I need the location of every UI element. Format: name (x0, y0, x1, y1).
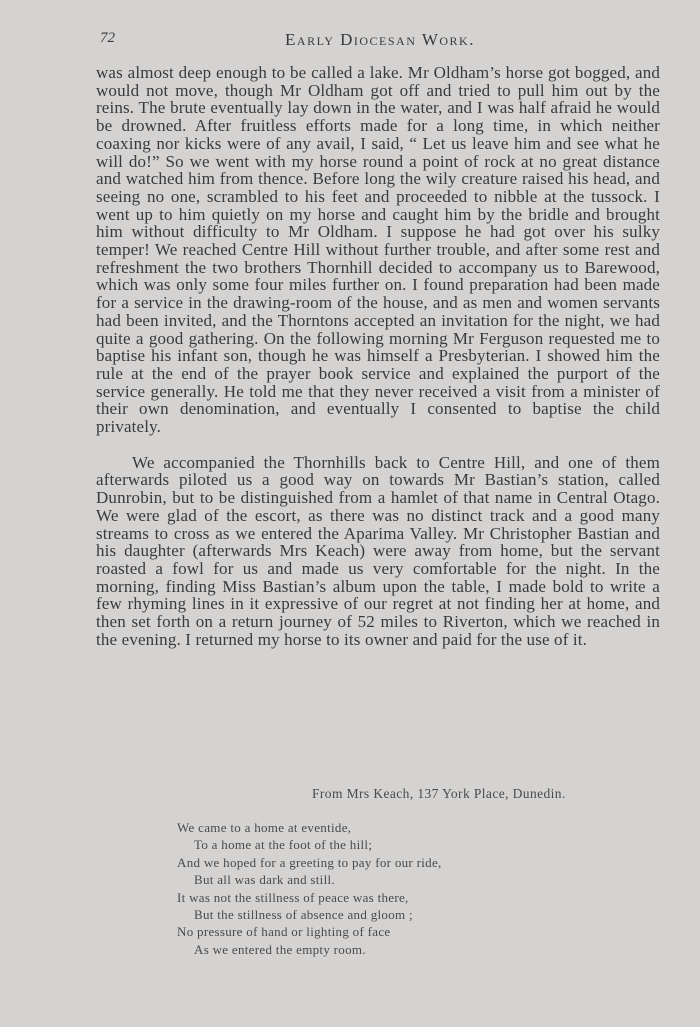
body-text (96, 64, 660, 649)
paragraph: was almost deep enough to be called a lake. Mr Oldham’s horse got bogged, and would not move, though Mr Oldham got off and tried to pull him out by the reins. The brute eventually lay down in the water, and I was half afraid he would be drowned. After fruitless efforts made for a long time, in which neither coaxing nor kicks were of any avail, I said, “ Let us leave him and see what he will do!” So we went with my horse round a point of rock at no great distance and watched him from thence. Before long the wily creature raised his head, and seeing no one, scrambled to his feet and proceeded to nibble at the tussock. I went up to him quietly on my horse and caught him by the bridle and brought him without difficulty to Mr Oldham. I suppose he had got over his sulky temper! We reached Centre Hill without further trouble, and after some rest and refreshment the two brothers Thornhill decided to accompany us to Barewood, which was only some four miles further on. I found preparation had been made for a service in the drawing-room of the house, and as men and women servants had been invited, and the Thorntons accepted an invitation for the night, we had quite a good gathering. On the following morning Mr Ferguson requested me to baptise his infant son, though he was himself a Presbyterian. I showed him the rule at the end of the prayer book service and explained the purport of the service generally. He told me that they never received a visit from a minister of their own denomination, and eventually I consented to baptise the child privately. (96, 63, 660, 437)
paragraph: We accompanied the Thornhills back to Centre Hill, and one of them afterwards piloted us a good way on towards Mr Bastian’s station, called Dunrobin, but to be distinguished from a hamlet of that name in Central Otago. We were glad of the escort, as there was no distinct track and a good many streams to cross as we entered the Aparima Valley. Mr Christopher Bastian and his daughter (afterwards Mrs Keach) were away from home, but the servant roasted a fowl for us and made us very comfortable for the night. In the morning, finding Miss Bastian’s album upon the table, I made bold to write a few rhyming lines in it expressive of our regret at not finding her at home, and then set forth on a return journey of 52 miles to Riverton, which we reached in the evening. I returned my horse to its owner and paid for the use of it. (96, 452, 660, 649)
poem-line: But all was dark and still. (194, 872, 335, 888)
poem-line: No pressure of hand or lighting of face (177, 924, 391, 940)
page-number: 72 (100, 30, 115, 46)
page-header (100, 30, 660, 52)
poem-line: But the stillness of absence and gloom ; (194, 907, 413, 923)
poem (177, 819, 537, 958)
poem-line: As we entered the empty room. (194, 941, 366, 957)
poem-attribution: From Mrs Keach, 137 York Place, Dunedin. (312, 786, 566, 801)
running-head: Early Diocesan Work. (285, 30, 475, 49)
poem-line: It was not the stillness of peace was there, (177, 889, 409, 905)
poem-line: And we hoped for a greeting to pay for our ride, (177, 854, 442, 870)
poem-line: To a home at the foot of the hill; (194, 837, 373, 853)
poem-line: We came to a home at eventide, (177, 820, 352, 835)
